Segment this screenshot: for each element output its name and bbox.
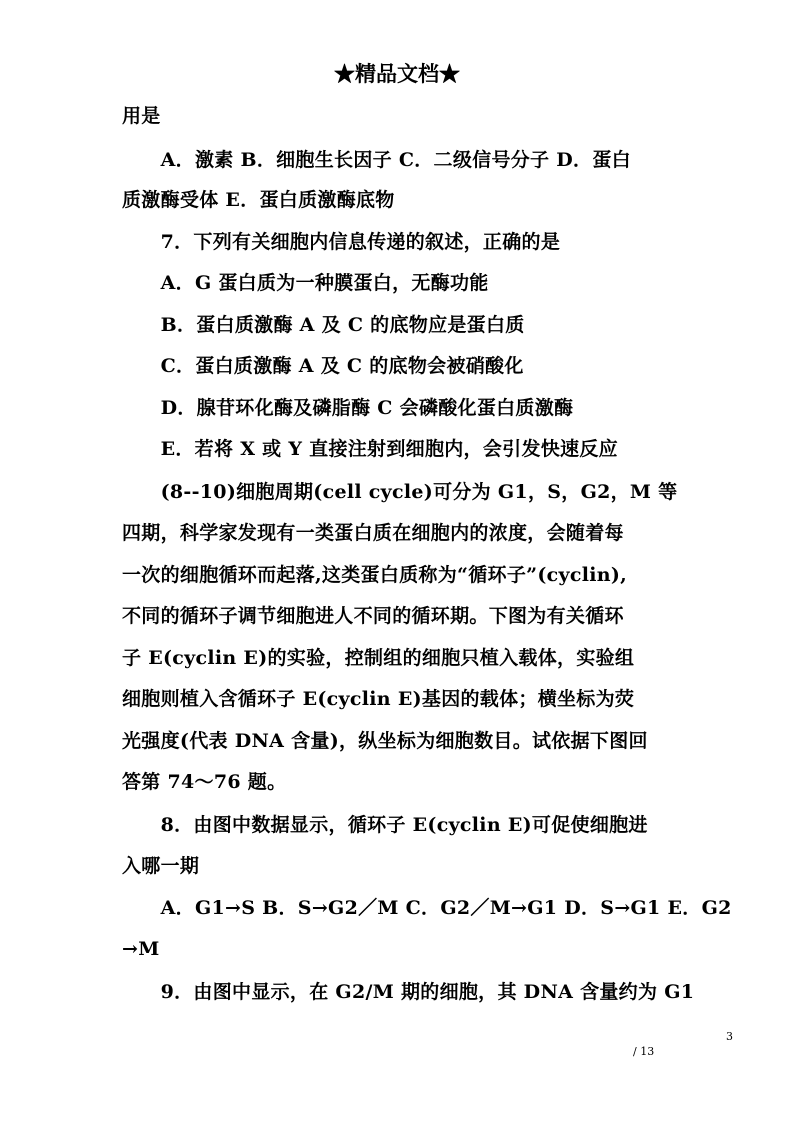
text-line: 9．由图中显示，在 G2/M 期的细胞，其 DNA 含量约为 G1 <box>122 981 695 1003</box>
text-line: 光强度(代表 DNA 含量)，纵坐标为细胞数目。试依据下图回 <box>122 730 648 752</box>
text-line: E．若将 X 或 Y 直接注射到细胞内，会引发快速反应 <box>122 438 618 460</box>
text-line: D．腺苷环化酶及磷脂酶 C 会磷酸化蛋白质激酶 <box>122 397 574 419</box>
text-line: A．G 蛋白质为一种膜蛋白，无酶功能 <box>122 272 489 294</box>
text-line: 不同的循环子调节细胞进人不同的循环期。下图为有关循环 <box>122 605 624 627</box>
text-line: →M <box>122 938 160 960</box>
text-line: 用是 <box>122 105 161 127</box>
text-line: C．蛋白质激酶 A 及 C 的底物会被硝酸化 <box>122 355 524 377</box>
text-line: 答第 74～76 题。 <box>122 771 287 793</box>
text-line: 8．由图中数据显示，循环子 E(cyclin E)可促使细胞进 <box>122 814 648 836</box>
text-line: A．激素 B．细胞生长因子 C．二级信号分子 D．蛋白 <box>122 149 631 171</box>
text-line: B．蛋白质激酶 A 及 C 的底物应是蛋白质 <box>122 314 525 336</box>
text-line: A．G1→S B．S→G2／M C．G2／M→G1 D．S→G1 E．G2 <box>122 897 732 919</box>
text-line: 四期，科学家发现有一类蛋白质在细胞内的浓度，会随着每 <box>122 522 624 544</box>
text-line: 子 E(cyclin E)的实验，控制组的细胞只植入载体，实验组 <box>122 647 635 669</box>
text-line: 细胞则植入含循环子 E(cyclin E)基因的载体；横坐标为荧 <box>122 688 635 710</box>
text-line: (8--10)细胞周期(cell cycle)可分为 G1，S，G2，M 等 <box>122 481 678 503</box>
text-line: 一次的细胞循环而起落,这类蛋白质称为“循环子”(cyclin), <box>122 564 628 586</box>
page-header-title: ★精品文档★ <box>334 61 460 86</box>
text-line: 7．下列有关细胞内信息传递的叙述，正确的是 <box>122 231 561 253</box>
text-line: 质激酶受体 E．蛋白质激酶底物 <box>122 189 395 211</box>
text-line: 入哪一期 <box>122 855 200 877</box>
page-number: 3 <box>726 1030 733 1043</box>
page-total: / 13 <box>633 1045 655 1058</box>
